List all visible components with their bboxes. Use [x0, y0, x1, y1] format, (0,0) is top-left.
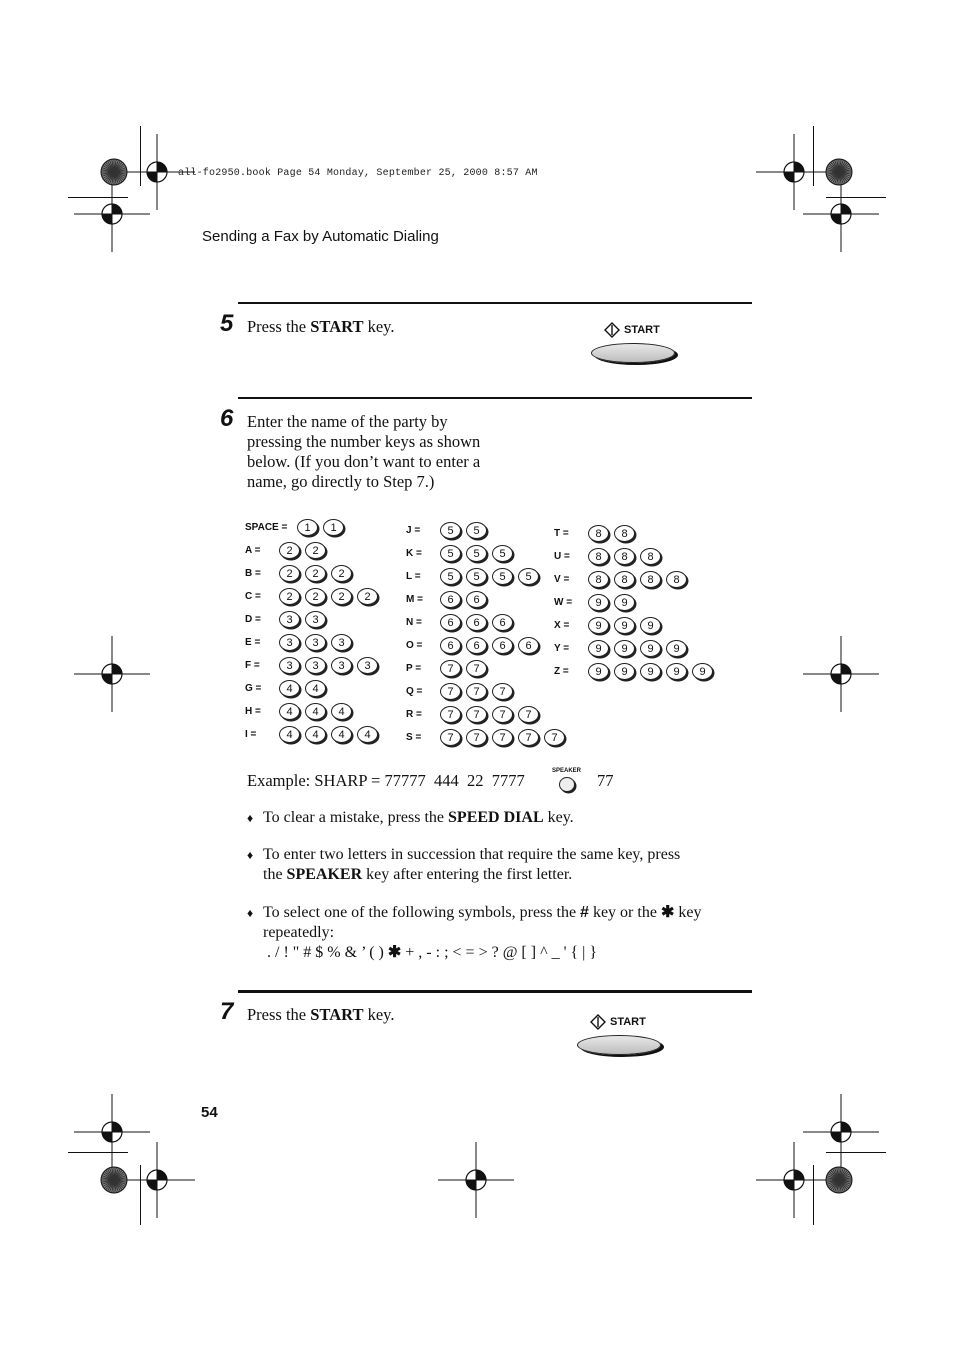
key-table-row	[406, 568, 544, 585]
number-keycap: 2	[305, 588, 326, 605]
bullet-diamond-icon: ♦	[247, 848, 254, 862]
number-keycap: 9	[588, 594, 609, 611]
step5-number: 5	[220, 310, 234, 337]
key-table-row	[245, 726, 383, 743]
number-keycap: 7	[492, 706, 513, 723]
number-keycap: 3	[279, 634, 300, 651]
star-icon: ✱	[387, 944, 402, 961]
start-diamond-icon	[604, 325, 620, 342]
registration-crosshair-icon	[72, 634, 152, 714]
key-table-label: O =	[406, 640, 423, 651]
number-keycap: 9	[614, 617, 635, 634]
key-table-row	[406, 614, 518, 631]
key-table-row	[245, 680, 331, 697]
key-table-label: J =	[406, 525, 421, 536]
number-keycap: 3	[305, 634, 326, 651]
b1-pre: To clear a mistake, press the	[263, 809, 449, 826]
number-keycap: 4	[279, 726, 300, 743]
step5-text-pre: Press the	[247, 317, 311, 336]
key-table-label: Q =	[406, 686, 423, 697]
key-table-label: P =	[406, 663, 422, 674]
number-keycap: 4	[331, 703, 352, 720]
step5-rule	[238, 302, 752, 304]
key-table-row	[406, 545, 518, 562]
registration-crosshair-icon	[436, 1140, 516, 1220]
b2-line1: To enter two letters in succession that require the same key, press	[263, 846, 681, 863]
step6-line: below. (If you don’t want to enter a	[247, 452, 481, 471]
key-table-row	[245, 519, 349, 536]
speaker-key	[559, 777, 575, 792]
number-keycap: 7	[466, 660, 487, 677]
registration-crosshair-icon	[801, 634, 881, 714]
key-table-row	[554, 525, 640, 542]
number-keycap: 6	[440, 637, 461, 654]
number-keycap: 3	[279, 657, 300, 674]
registration-crosshair-icon	[72, 174, 152, 254]
key-table-row	[554, 594, 640, 611]
example-after: 77	[597, 771, 614, 790]
b2-pre: the	[263, 866, 287, 883]
number-keycap: 9	[614, 663, 635, 680]
key-table-label: L =	[406, 571, 421, 582]
number-keycap: 9	[588, 640, 609, 657]
key-table-row	[245, 611, 331, 628]
key-table-row	[245, 588, 383, 605]
b1-post: key.	[543, 809, 574, 826]
number-keycap: 4	[331, 726, 352, 743]
number-keycap: 8	[588, 571, 609, 588]
key-table-row	[406, 591, 492, 608]
key-table-row	[406, 637, 544, 654]
page-number: 54	[201, 1104, 218, 1121]
b3-pre: To select one of the following symbols, press the	[263, 904, 581, 921]
step6-rule	[238, 397, 752, 399]
key-table-label: A =	[245, 545, 261, 556]
number-keycap: 3	[305, 611, 326, 628]
key-table-row	[245, 634, 357, 651]
number-keycap: 8	[614, 571, 635, 588]
key-table-label: E =	[245, 637, 261, 648]
registration-starburst-icon	[100, 1166, 128, 1194]
registration-starburst-icon	[825, 158, 853, 186]
book-info-line: all-fo2950.book Page 54 Monday, September 25, 2000 8:57 AM	[178, 168, 538, 179]
star-icon: ✱	[660, 904, 675, 921]
b3-hash: #	[580, 904, 589, 921]
step7-text-pre: Press the	[247, 1005, 311, 1024]
number-keycap: 2	[331, 565, 352, 582]
key-table-row	[554, 548, 666, 565]
number-keycap: 7	[440, 683, 461, 700]
number-keycap: 6	[440, 591, 461, 608]
key-table-label: Z =	[554, 666, 569, 677]
number-keycap: 7	[544, 729, 565, 746]
number-keycap: 7	[492, 729, 513, 746]
number-keycap: 7	[466, 683, 487, 700]
start-diamond-icon	[590, 1017, 606, 1034]
key-table-row	[554, 617, 666, 634]
registration-crosshair-icon	[754, 1140, 834, 1220]
step7-number: 7	[220, 998, 234, 1025]
number-keycap: 9	[692, 663, 713, 680]
step7-start-label: START	[610, 1016, 646, 1028]
key-table-row	[406, 706, 544, 723]
key-table-label: T =	[554, 528, 569, 539]
number-keycap: 5	[440, 522, 461, 539]
number-keycap: 4	[305, 726, 326, 743]
number-keycap: 7	[518, 729, 539, 746]
symbols-a: . / ! " # $ % & ’ ( )	[267, 944, 388, 961]
number-keycap: 6	[466, 637, 487, 654]
number-keycap: 4	[279, 703, 300, 720]
registration-crosshair-icon	[117, 1140, 197, 1220]
symbols-b: + , - : ; < = > ? @ [ ] ^ _ ' { | }	[401, 944, 598, 961]
key-table-row	[554, 640, 692, 657]
key-table-row	[406, 522, 492, 539]
number-keycap: 3	[279, 611, 300, 628]
key-table-label: H =	[245, 706, 261, 717]
number-keycap: 9	[640, 640, 661, 657]
number-keycap: 2	[279, 565, 300, 582]
step7-start-key-legend	[590, 1014, 606, 1035]
step7-start-key[interactable]	[577, 1035, 661, 1055]
number-keycap: 5	[440, 568, 461, 585]
number-keycap: 2	[279, 588, 300, 605]
bullet-diamond-icon: ♦	[247, 811, 254, 825]
number-keycap: 6	[466, 614, 487, 631]
b2-bold: SPEAKER	[286, 866, 363, 883]
number-keycap: 8	[588, 525, 609, 542]
number-keycap: 2	[305, 542, 326, 559]
b3-mid: key or the	[588, 904, 661, 921]
key-table-row	[406, 729, 570, 746]
number-keycap: 9	[640, 617, 661, 634]
registration-starburst-icon	[100, 158, 128, 186]
number-keycap: 9	[588, 663, 609, 680]
step6-line: name, go directly to Step 7.)	[247, 472, 435, 491]
step5-start-label: START	[624, 324, 660, 336]
step6-line: pressing the number keys as shown	[247, 432, 481, 451]
b3-post: key	[674, 904, 702, 921]
step5-text	[247, 317, 394, 337]
number-keycap: 5	[440, 545, 461, 562]
key-table-label: I =	[245, 729, 257, 740]
key-table-label: N =	[406, 617, 422, 628]
number-keycap: 7	[518, 706, 539, 723]
step7-rule	[238, 990, 752, 993]
number-keycap: 5	[492, 545, 513, 562]
key-table-label: W =	[554, 597, 573, 608]
number-keycap: 9	[588, 617, 609, 634]
step6-text	[247, 412, 527, 492]
number-keycap: 4	[357, 726, 378, 743]
bullet-diamond-icon: ♦	[247, 906, 254, 920]
key-table-row	[245, 542, 331, 559]
number-keycap: 8	[614, 525, 635, 542]
number-keycap: 9	[640, 663, 661, 680]
number-keycap: 1	[323, 519, 344, 536]
b1-bold: SPEED DIAL	[448, 809, 544, 826]
step7-text-bold: START	[310, 1005, 364, 1024]
key-table-label: G =	[245, 683, 262, 694]
number-keycap: 6	[466, 591, 487, 608]
number-keycap: 6	[440, 614, 461, 631]
key-table-label: B =	[245, 568, 261, 579]
number-keycap: 4	[279, 680, 300, 697]
number-keycap: 5	[518, 568, 539, 585]
key-table-label: V =	[554, 574, 570, 585]
number-keycap: 7	[466, 729, 487, 746]
number-keycap: 8	[614, 548, 635, 565]
registration-crosshair-icon	[801, 174, 881, 254]
number-keycap: 2	[279, 542, 300, 559]
number-keycap: 9	[666, 640, 687, 657]
number-keycap: 5	[466, 522, 487, 539]
number-keycap: 7	[466, 706, 487, 723]
number-keycap: 3	[331, 657, 352, 674]
key-table-label: X =	[554, 620, 570, 631]
running-header: Sending a Fax by Automatic Dialing	[202, 228, 439, 245]
number-keycap: 6	[492, 614, 513, 631]
key-table-label: S =	[406, 732, 422, 743]
number-keycap: 9	[614, 640, 635, 657]
step6-line: Enter the name of the party by	[247, 412, 448, 431]
step5-text-post: key.	[363, 317, 395, 336]
number-keycap: 4	[305, 703, 326, 720]
step6-number: 6	[220, 405, 234, 432]
key-table-label: R =	[406, 709, 422, 720]
number-keycap: 7	[440, 729, 461, 746]
key-table-row	[406, 660, 492, 677]
key-table-label: SPACE =	[245, 522, 288, 533]
key-table-label: U =	[554, 551, 570, 562]
key-table-label: D =	[245, 614, 261, 625]
key-table-label: C =	[245, 591, 261, 602]
example-text: Example: SHARP = 77777 444 22 7777	[247, 771, 525, 790]
number-keycap: 8	[640, 548, 661, 565]
key-table-row	[554, 663, 718, 680]
b3-line2: repeatedly:	[263, 924, 335, 941]
step7-text-post: key.	[363, 1005, 395, 1024]
number-keycap: 8	[666, 571, 687, 588]
number-keycap: 7	[440, 706, 461, 723]
step5-start-key[interactable]	[591, 343, 675, 363]
number-keycap: 6	[518, 637, 539, 654]
key-table-row	[245, 565, 357, 582]
number-keycap: 4	[305, 680, 326, 697]
key-table-label: F =	[245, 660, 260, 671]
number-keycap: 3	[357, 657, 378, 674]
number-keycap: 5	[466, 545, 487, 562]
speaker-key-label: SPEAKER	[552, 768, 582, 774]
number-keycap: 3	[331, 634, 352, 651]
number-keycap: 5	[492, 568, 513, 585]
number-keycap: 2	[357, 588, 378, 605]
key-table-row	[245, 703, 357, 720]
number-keycap: 2	[331, 588, 352, 605]
number-keycap: 2	[305, 565, 326, 582]
key-table-label: K =	[406, 548, 422, 559]
number-keycap: 7	[492, 683, 513, 700]
number-keycap: 8	[640, 571, 661, 588]
key-table-label: M =	[406, 594, 423, 605]
number-keycap: 1	[297, 519, 318, 536]
number-keycap: 9	[614, 594, 635, 611]
number-keycap: 5	[466, 568, 487, 585]
registration-starburst-icon	[825, 1166, 853, 1194]
number-keycap: 8	[588, 548, 609, 565]
number-keycap: 3	[305, 657, 326, 674]
key-table-row	[554, 571, 692, 588]
key-table-row	[406, 683, 518, 700]
step5-text-bold: START	[310, 317, 364, 336]
number-keycap: 6	[492, 637, 513, 654]
number-keycap: 7	[440, 660, 461, 677]
key-table-label: Y =	[554, 643, 570, 654]
step7-text	[247, 1005, 394, 1025]
step5-start-key-legend	[604, 322, 620, 343]
number-keycap: 9	[666, 663, 687, 680]
key-table-row	[245, 657, 383, 674]
b2-post: key after entering the first letter.	[362, 866, 573, 883]
